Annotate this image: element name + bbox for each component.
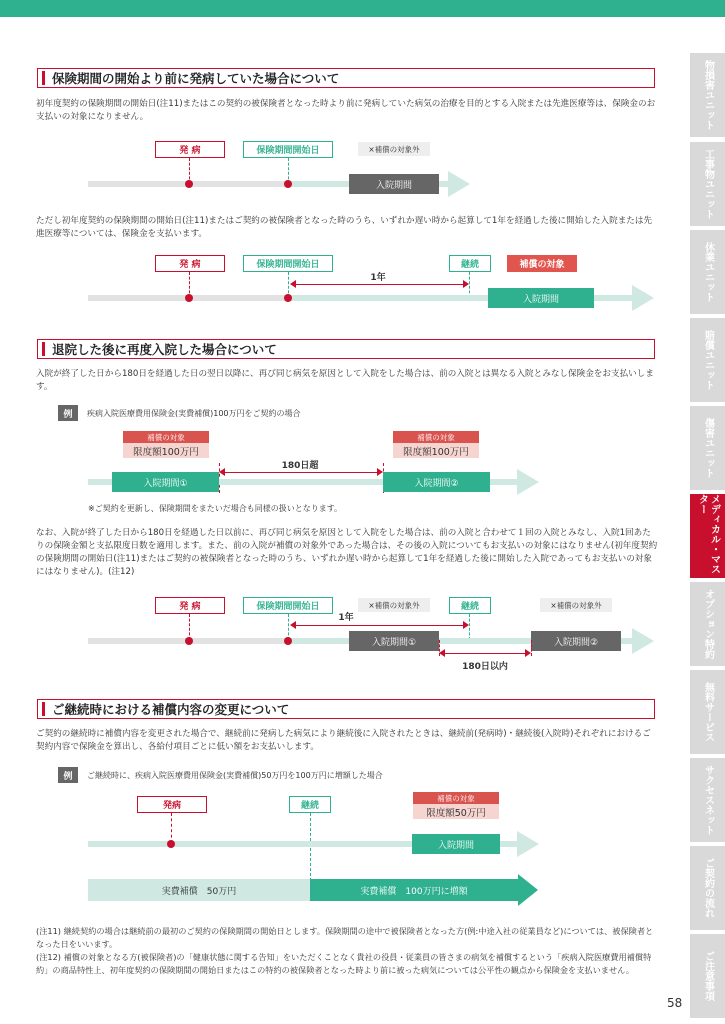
side-tab-1[interactable]: 物損害ユニット: [690, 53, 725, 137]
coverage-after-bar: 実費補償 100万円に増額: [310, 879, 518, 901]
limit-1: 限度額100万円: [123, 443, 209, 458]
hospital-period-bar: 入院期間: [412, 834, 500, 854]
within-label: 180日以内: [462, 662, 508, 672]
start-dot: [284, 180, 292, 188]
label-not-covered: ×補償の対象外: [358, 142, 430, 156]
one-year-span: [294, 625, 464, 626]
one-year-label: 1年: [370, 273, 386, 283]
renewal-dash-line: [310, 813, 311, 881]
label-policy-start: 保険期間開始日: [243, 255, 333, 272]
renewal-dash-line: [469, 614, 470, 640]
label-not-covered-2: ×補償の対象外: [540, 598, 612, 612]
gap-span: [224, 472, 378, 473]
within-span: [444, 653, 526, 654]
side-tab-8[interactable]: 無料サービス: [690, 670, 725, 754]
note-11: (注11) 継続契約の場合は継続前の最初のご契約の保険期間の開始日とします。保険期間の途中で被保険者となった方(例:中途入社の従業員など)については、被保険者となった日をいいます。: [36, 926, 654, 949]
top-accent-bar: [0, 0, 725, 17]
hospital-period-1: 入院期間①: [112, 472, 219, 492]
label-policy-start: 保険期間開始日: [243, 141, 333, 158]
one-year-label: 1年: [338, 613, 354, 623]
label-covered: 補償の対象: [507, 255, 577, 272]
gap-label: 180日超: [281, 461, 319, 471]
span-arrow-left: [439, 649, 445, 657]
label-policy-start: 保険期間開始日: [243, 597, 333, 614]
onset-dash-line: [171, 813, 172, 843]
page-number: 58: [667, 996, 683, 1010]
side-tab-10[interactable]: ご契約の流れ: [690, 846, 725, 930]
note-12: (注12) 補償の対象となる方(被保険者)の「健康状態に関する告知」をいただくことなく貴社の役員・従業員の皆さまの病気を補償するという「疾病入院医療費用補償特約」の商品特性上、初年度契約の保険期間の開始日またはこの特約の被保険者となった時より前に被った病気については公平性の観点から保険金を支払いません。: [36, 952, 652, 975]
section1-paragraph-2: ただし初年度契約の保険期間の開始日(注11)またはご契約の被保険者となった時のうち、いずれか遅い時から起算して1年を経過した後に開始した入院または先進医療等については、保険金を支払います。: [36, 216, 653, 239]
section1-title: 保険期間の開始より前に発病していた場合について: [52, 71, 340, 86]
title-marker: [42, 342, 45, 356]
hospital-period-2: 入院期間②: [383, 472, 490, 492]
example-text: ご継続時に、疾病入院医療費用保険金(実費補償)50万円を100万円に増額した場合: [87, 771, 383, 780]
section2-title: 退院した後に再度入院した場合について: [52, 342, 277, 357]
onset-dot: [167, 840, 175, 848]
span-arrow-left: [290, 621, 296, 629]
title-marker: [42, 71, 45, 85]
renewal-footnote: ※ご契約を更新し、保険期間をまたいだ場合も同様の扱いとなります。: [88, 504, 343, 513]
timeline-arrowhead: [448, 171, 470, 197]
hospital-period-bar: 入院期間: [349, 174, 439, 194]
side-tab-5[interactable]: 傷害ユニット: [690, 406, 725, 490]
example-tag: 例: [58, 767, 78, 783]
label-onset: 発 病: [155, 141, 225, 158]
section2-paragraph-1: 入院が終了した日から180日を経過した日の翌日以降に、再び同じ病気を原因として入院をした場合は、前の入院とは異なる入院とみなし保険金をお支払いします。: [36, 369, 654, 392]
coverage-arrowhead: [518, 874, 538, 906]
label-onset: 発 病: [155, 255, 225, 272]
onset-dot: [185, 180, 193, 188]
section-title-renewal-change: [37, 699, 655, 719]
label-onset: 発 病: [155, 597, 225, 614]
section-title-readmission: [37, 339, 655, 359]
hospital-period-2: 入院期間②: [531, 631, 621, 651]
label-not-covered-1: ×補償の対象外: [358, 598, 430, 612]
timeline-arrowhead: [632, 628, 654, 654]
section3-paragraph-1: ご契約の継続時に補償内容を変更された場合で、継続前に発病した病気により継続後に入院されたときは、継続前(発病時)・継続後(入院時)それぞれにおけるご契約内容で保険金を算出し、各給付項目ごとに低い額をお支払いします。: [36, 729, 651, 752]
limit-2: 限度額100万円: [393, 443, 479, 458]
timeline-arrowhead: [517, 831, 539, 857]
span-arrow-right: [525, 649, 531, 657]
gap-start-line: [219, 463, 220, 493]
onset-dot: [185, 637, 193, 645]
example-text: 疾病入院医療費用保険金(実費補償)100万円をご契約の場合: [87, 409, 301, 418]
one-year-span: [294, 284, 464, 285]
section-title-pre-existing: [37, 68, 655, 88]
limit: 限度額50万円: [413, 804, 499, 819]
label-renewal: 継続: [289, 796, 331, 813]
label-renewal: 継続: [449, 255, 491, 272]
within-end-line: [531, 640, 532, 656]
side-tab-4[interactable]: 賠償ユニット: [690, 318, 725, 402]
side-tab-6[interactable]: メディカル・マスター: [690, 494, 725, 578]
hospital-period-bar: 入院期間: [488, 288, 594, 308]
section1-paragraph-1: 初年度契約の保険期間の開始日(注11)またはこの契約の被保険者となった時より前に発病していた病気の治療を目的とする入院または先進医療等は、保険金のお支払いの対象になりません。: [36, 99, 656, 122]
example-tag: 例: [58, 405, 78, 421]
start-dot: [284, 294, 292, 302]
cap-label-2: 補償の対象: [393, 431, 479, 443]
side-tab-2[interactable]: 工事物ユニット: [690, 142, 725, 226]
onset-dot: [185, 294, 193, 302]
coverage-before-bar: 実費補償 50万円: [88, 879, 310, 901]
timeline-arrowhead: [517, 469, 539, 495]
section2-paragraph-2: なお、入院が終了した日から180日を経過した日以前に、再び同じ病気を原因として入院をした場合は、前の入院と合わせて１回の入院とみなし、入院1回あたりの保険金額と支払限度日数を適用します。また、前の入院が補償の対象外であった場合は、その後の入院についてもお支払いの対象にはなりません(初年度契約の保険期間の開始日(注11)またはご契約の被保険者となった時のうち、いずれか遅い時から起算して1年を経過した後に開始した入院であってもお支払いの対象にはなりません)。(注12): [36, 528, 658, 577]
start-dot: [284, 637, 292, 645]
span-arrow-right: [463, 280, 469, 288]
label-renewal: 継続: [449, 597, 491, 614]
side-tab-7[interactable]: オプション特約: [690, 582, 725, 666]
title-marker: [42, 702, 45, 716]
side-tab-3[interactable]: 休業ユニット: [690, 230, 725, 314]
span-arrow-left: [290, 280, 296, 288]
timeline-arrowhead: [632, 285, 654, 311]
cap-label: 補償の対象: [413, 792, 499, 804]
cap-label-1: 補償の対象: [123, 431, 209, 443]
hospital-period-1: 入院期間①: [349, 631, 439, 651]
label-onset: 発病: [137, 796, 207, 813]
side-tab-11[interactable]: ご注意事項: [690, 934, 725, 1018]
side-tab-9[interactable]: サクセスネット: [690, 758, 725, 842]
section3-title: ご継続時における補償内容の変更について: [52, 702, 290, 717]
